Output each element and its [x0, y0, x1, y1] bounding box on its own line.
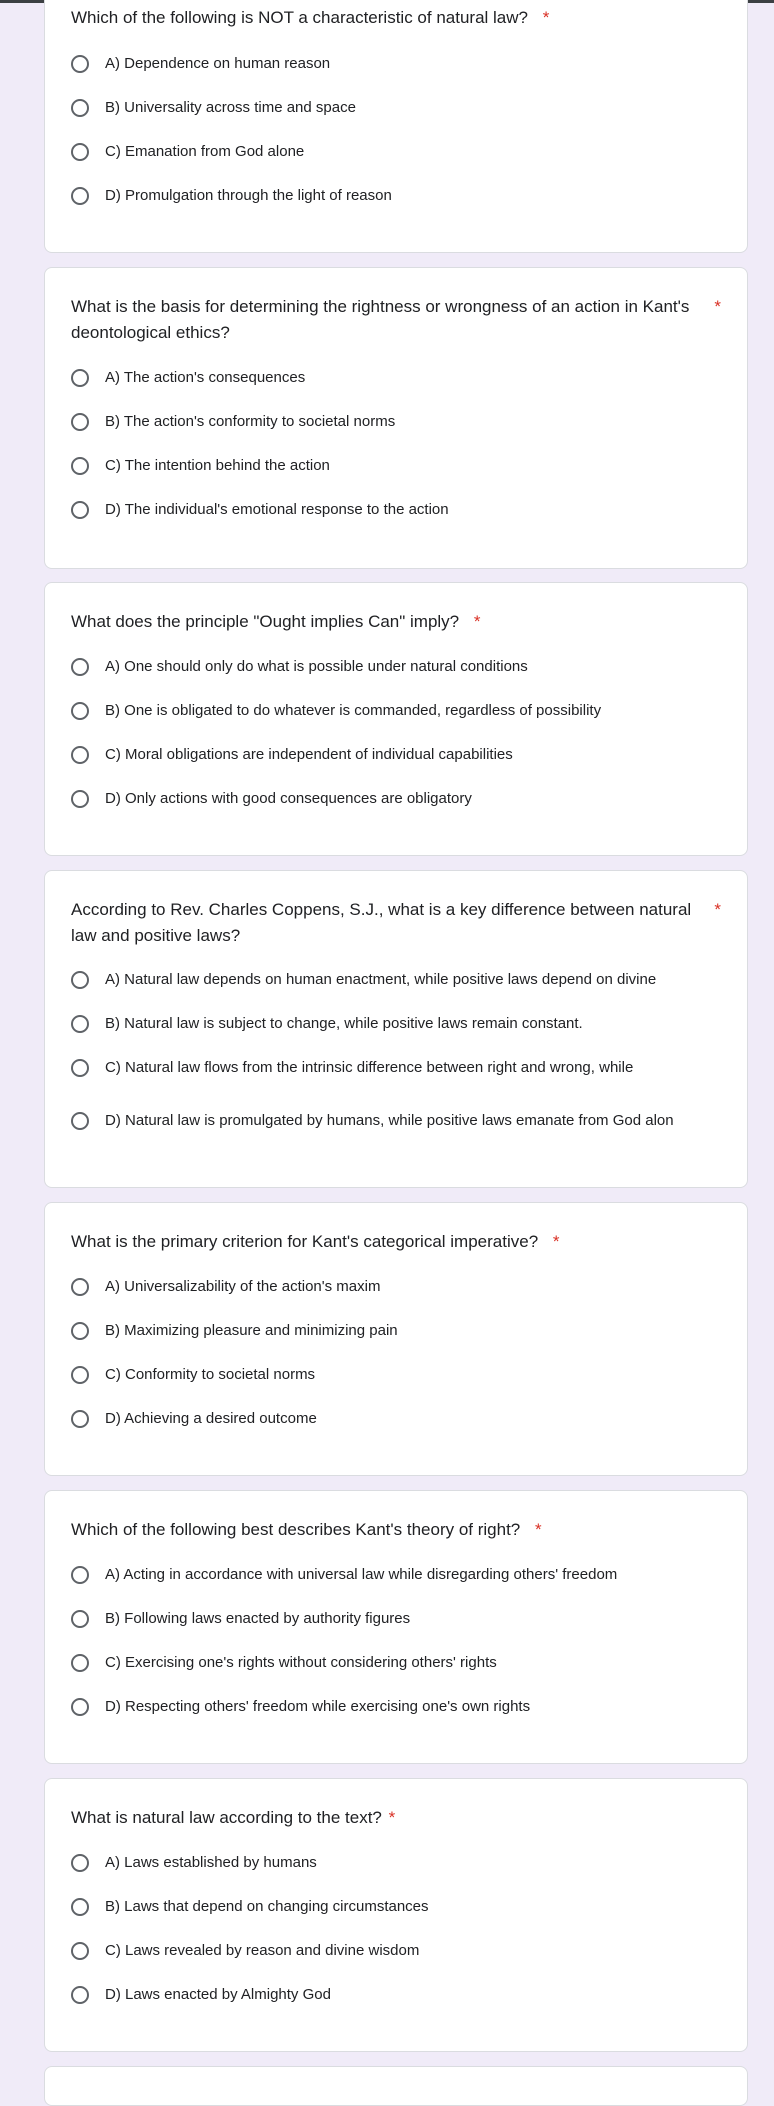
question-card-8: [44, 2066, 748, 2106]
radio-button[interactable]: [71, 457, 89, 475]
radio-button[interactable]: [71, 1366, 89, 1384]
radio-button[interactable]: [71, 746, 89, 764]
question-title: [71, 1517, 703, 1543]
option-label: C) Conformity to societal norms: [105, 1366, 316, 1383]
radio-button[interactable]: [71, 1566, 89, 1584]
radio-button[interactable]: [71, 369, 89, 387]
radio-button[interactable]: [71, 501, 89, 519]
question-text: Which of the following best describes Kant's theory of right?: [71, 1520, 521, 1539]
question-card-4: [44, 870, 748, 1188]
radio-option[interactable]: [71, 1320, 711, 1341]
radio-option[interactable]: [71, 656, 711, 677]
required-asterisk: *: [714, 297, 721, 316]
option-label: D) Promulgation through the light of reason: [105, 187, 392, 204]
radio-option[interactable]: [71, 1276, 711, 1297]
radio-option[interactable]: [71, 1652, 711, 1673]
question-card-7: [44, 1778, 748, 2052]
required-asterisk: *: [714, 900, 721, 919]
question-title: [71, 1805, 703, 1831]
option-label: B) The action's conformity to societal norms: [105, 413, 396, 430]
question-title: [71, 897, 701, 949]
radio-option[interactable]: [71, 1852, 711, 1873]
question-card-2: [44, 267, 748, 569]
radio-option[interactable]: [71, 1110, 711, 1131]
question-card-5: [44, 1202, 748, 1476]
option-label: C) Emanation from God alone: [105, 143, 305, 160]
radio-option[interactable]: [71, 499, 711, 520]
radio-button[interactable]: [71, 1698, 89, 1716]
question-text: What is natural law according to the text?: [71, 1808, 382, 1827]
radio-option[interactable]: [71, 141, 711, 162]
radio-button[interactable]: [71, 1942, 89, 1960]
radio-option[interactable]: [71, 367, 711, 388]
radio-option[interactable]: [71, 1564, 711, 1585]
option-label: A) Dependence on human reason: [105, 55, 331, 72]
option-label: D) Natural law is promulgated by humans, while positive laws emanate from God alon: [105, 1112, 674, 1129]
required-asterisk: *: [388, 1808, 396, 1827]
radio-option[interactable]: [71, 53, 711, 74]
question-card-1: [44, 0, 748, 253]
radio-option[interactable]: [71, 455, 711, 476]
radio-option[interactable]: [71, 97, 711, 118]
option-label: D) Only actions with good consequences are obligatory: [105, 790, 472, 807]
option-label: A) One should only do what is possible under natural conditions: [105, 658, 528, 675]
radio-button[interactable]: [71, 143, 89, 161]
question-title: [71, 1229, 703, 1255]
radio-option[interactable]: [71, 1608, 711, 1629]
option-label: C) Laws revealed by reason and divine wisdom: [105, 1942, 420, 1959]
option-label: B) Following laws enacted by authority figures: [105, 1610, 411, 1627]
radio-button[interactable]: [71, 702, 89, 720]
question-text: What does the principle "Ought implies Can" imply?: [71, 612, 460, 631]
option-label: C) The intention behind the action: [105, 457, 330, 474]
option-label: C) Natural law flows from the intrinsic difference between right and wrong, while: [105, 1059, 634, 1076]
required-asterisk: *: [473, 612, 481, 631]
radio-button[interactable]: [71, 1898, 89, 1916]
question-title: [71, 5, 703, 31]
radio-button[interactable]: [71, 99, 89, 117]
radio-button[interactable]: [71, 1610, 89, 1628]
question-title: [71, 294, 691, 346]
radio-option[interactable]: [71, 185, 711, 206]
radio-option[interactable]: [71, 411, 711, 432]
radio-option[interactable]: [71, 1364, 711, 1385]
option-label: B) Maximizing pleasure and minimizing pain: [105, 1322, 398, 1339]
question-text: What is the basis for determining the rightness or wrongness of an action in Kant's deontological ethics?: [71, 297, 690, 342]
option-label: D) The individual's emotional response to the action: [105, 501, 449, 518]
radio-button[interactable]: [71, 1059, 89, 1077]
radio-button[interactable]: [71, 187, 89, 205]
question-text: What is the primary criterion for Kant's categorical imperative?: [71, 1232, 539, 1251]
question-card-6: [44, 1490, 748, 1764]
option-label: B) Natural law is subject to change, while positive laws remain constant.: [105, 1015, 583, 1032]
option-label: C) Exercising one's rights without considering others' rights: [105, 1654, 497, 1671]
question-title: [71, 609, 703, 635]
question-card-3: [44, 582, 748, 856]
radio-option[interactable]: [71, 1984, 711, 2005]
radio-button[interactable]: [71, 971, 89, 989]
question-text: According to Rev. Charles Coppens, S.J., what is a key difference between natural law and positive laws?: [71, 900, 692, 945]
radio-option[interactable]: [71, 1940, 711, 1961]
radio-button[interactable]: [71, 1322, 89, 1340]
radio-button[interactable]: [71, 1278, 89, 1296]
radio-button[interactable]: [71, 413, 89, 431]
option-label: A) Laws established by humans: [105, 1854, 317, 1871]
radio-button[interactable]: [71, 55, 89, 73]
radio-option[interactable]: [71, 969, 711, 990]
option-label: B) Universality across time and space: [105, 99, 356, 116]
radio-option[interactable]: [71, 1057, 711, 1078]
radio-option[interactable]: [71, 788, 711, 809]
radio-option[interactable]: [71, 1896, 711, 1917]
option-label: D) Achieving a desired outcome: [105, 1410, 317, 1427]
radio-button[interactable]: [71, 1654, 89, 1672]
required-asterisk: *: [535, 1520, 542, 1539]
radio-button[interactable]: [71, 1410, 89, 1428]
question-text: Which of the following is NOT a characteristic of natural law?: [71, 8, 528, 27]
option-label: A) Acting in accordance with universal law while disregarding others' freedom: [105, 1566, 618, 1583]
option-label: A) Universalizability of the action's maxim: [105, 1278, 381, 1295]
radio-button[interactable]: [71, 1986, 89, 2004]
radio-button[interactable]: [71, 1015, 89, 1033]
radio-option[interactable]: [71, 700, 711, 721]
option-label: D) Respecting others' freedom while exercising one's own rights: [105, 1698, 531, 1715]
option-label: B) Laws that depend on changing circumstances: [105, 1898, 429, 1915]
required-asterisk: *: [552, 1232, 560, 1251]
option-label: B) One is obligated to do whatever is commanded, regardless of possibility: [105, 702, 602, 719]
option-label: A) Natural law depends on human enactment, while positive laws depend on divine: [105, 971, 657, 988]
radio-option[interactable]: [71, 1696, 711, 1717]
option-label: C) Moral obligations are independent of individual capabilities: [105, 746, 513, 763]
option-label: D) Laws enacted by Almighty God: [105, 1986, 331, 2003]
option-label: A) The action's consequences: [105, 369, 306, 386]
radio-option[interactable]: [71, 1408, 711, 1429]
radio-button[interactable]: [71, 790, 89, 808]
radio-option[interactable]: [71, 1013, 711, 1034]
required-asterisk: *: [542, 8, 550, 27]
radio-button[interactable]: [71, 1854, 89, 1872]
radio-option[interactable]: [71, 744, 711, 765]
radio-button[interactable]: [71, 658, 89, 676]
radio-button[interactable]: [71, 1112, 89, 1130]
